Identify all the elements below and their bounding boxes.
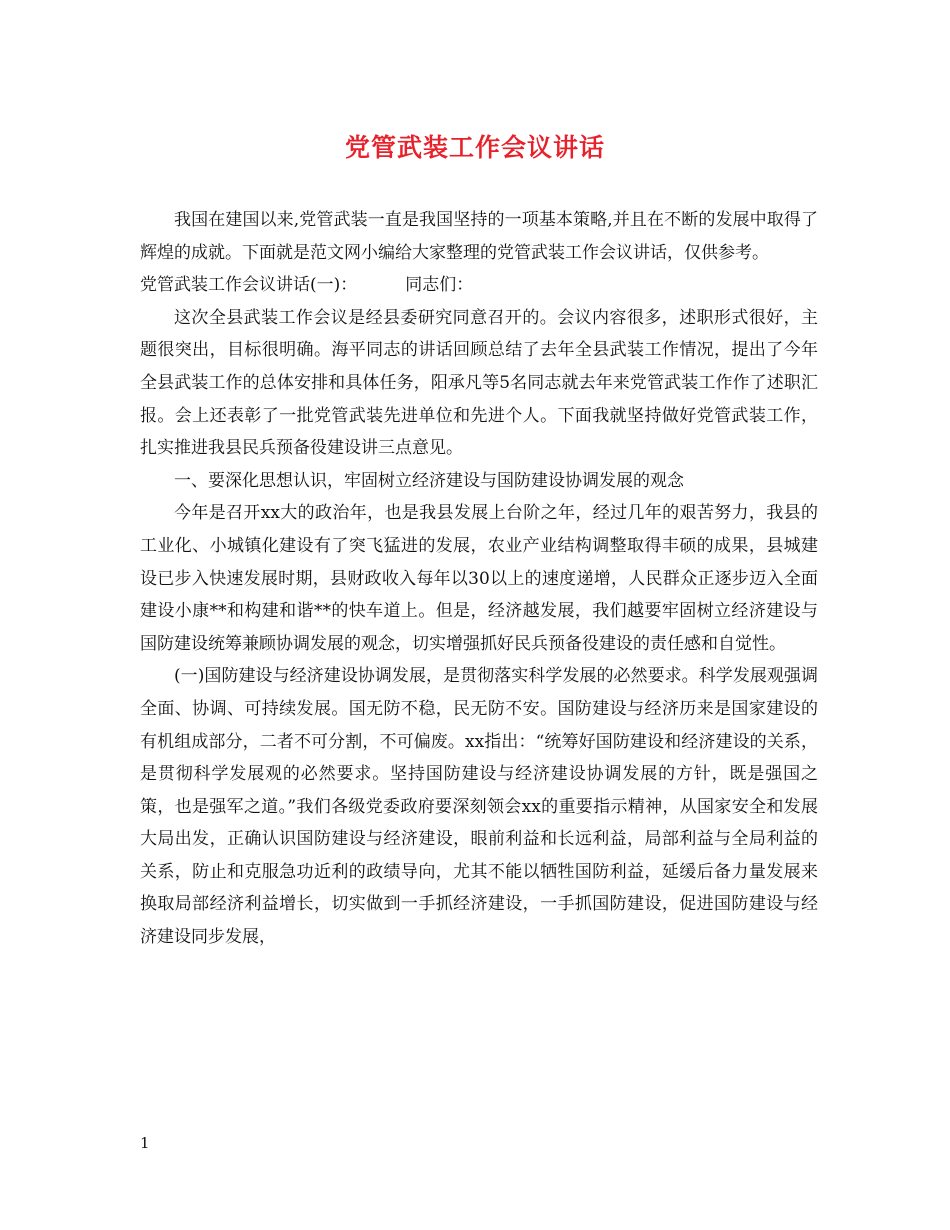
speech-label: 党管武装工作会议讲话(一)： <box>140 275 358 296</box>
speech-heading-line <box>140 269 818 302</box>
body-paragraph-2: 今年是召开xx大的政治年，也是我县发展上台阶之年，经过几年的艰苦努力，我县的工业化、小城镇化建设有了突飞猛进的发展，农业产业结构调整取得丰硕的成果，县城建设已步入快速发展时期，县财政收入每年以30以上的速度递增，人民群众正逐步迈入全面建设小康**和构建和谐**的快车道上。但是，经济越发展，我们越要牢固树立经济建设与国防建设统筹兼顾协调发展的观念，切实增强抓好民兵预备役建设的责任感和自觉性。 <box>140 503 818 654</box>
body-paragraph-1: 这次全县武装工作会议是经县委研究同意召开的。会议内容很多，述职形式很好，主题很突出，目标很明确。海平同志的讲话回顾总结了去年全县武装工作情况，提出了今年全县武装工作的总体安排和具体任务，阳承凡等5名同志就去年来党管武装工作作了述职汇报。会上还表彰了一批党管武装先进单位和先进个人。下面我就坚持做好党管武装工作，扎实推进我县民兵预备役建设讲三点意见。 <box>140 307 818 459</box>
intro-paragraph: 我国在建国以来,党管武装一直是我国坚持的一项基本策略,并且在不断的发展中取得了辉煌的成就。下面就是范文网小编给大家整理的党管武装工作会议讲话，仅供参考。 <box>140 210 818 263</box>
salutation: 同志们： <box>405 275 474 296</box>
document-body <box>140 204 818 954</box>
document-title: 党管武装工作会议讲话 <box>344 133 605 162</box>
page-number: 1 <box>140 1134 150 1152</box>
section-heading-1: 一、要深化思想认识，牢固树立经济建设与国防建设协调发展的观念 <box>174 470 684 491</box>
body-paragraph-3: (一)国防建设与经济建设协调发展，是贯彻落实科学发展的必然要求。科学发展观强调全面、协调、可持续发展。国无防不稳，民无防不安。国防建设与经济历来是国家建设的有机组成部分，二者不可分割，不可偏废。xx指出：“统筹好国防建设和经济建设的关系，是贯彻科学发展观的必然要求。坚持国防建设与经济建设协调发展的方针，既是强国之策，也是强军之道。”我们各级党委政府要深刻领会xx的重要指示精神，从国家安全和发展大局出发，正确认识国防建设与经济建设，眼前利益和长远利益，局部利益与全局利益的关系，防止和克服急功近利的政绩导向，尤其不能以牺牲国防利益，延缓后备力量发展来换取局部经济利益增长，切实做到一手抓经济建设，一手抓国防建设，促进国防建设与经济建设同步发展， <box>140 666 818 948</box>
